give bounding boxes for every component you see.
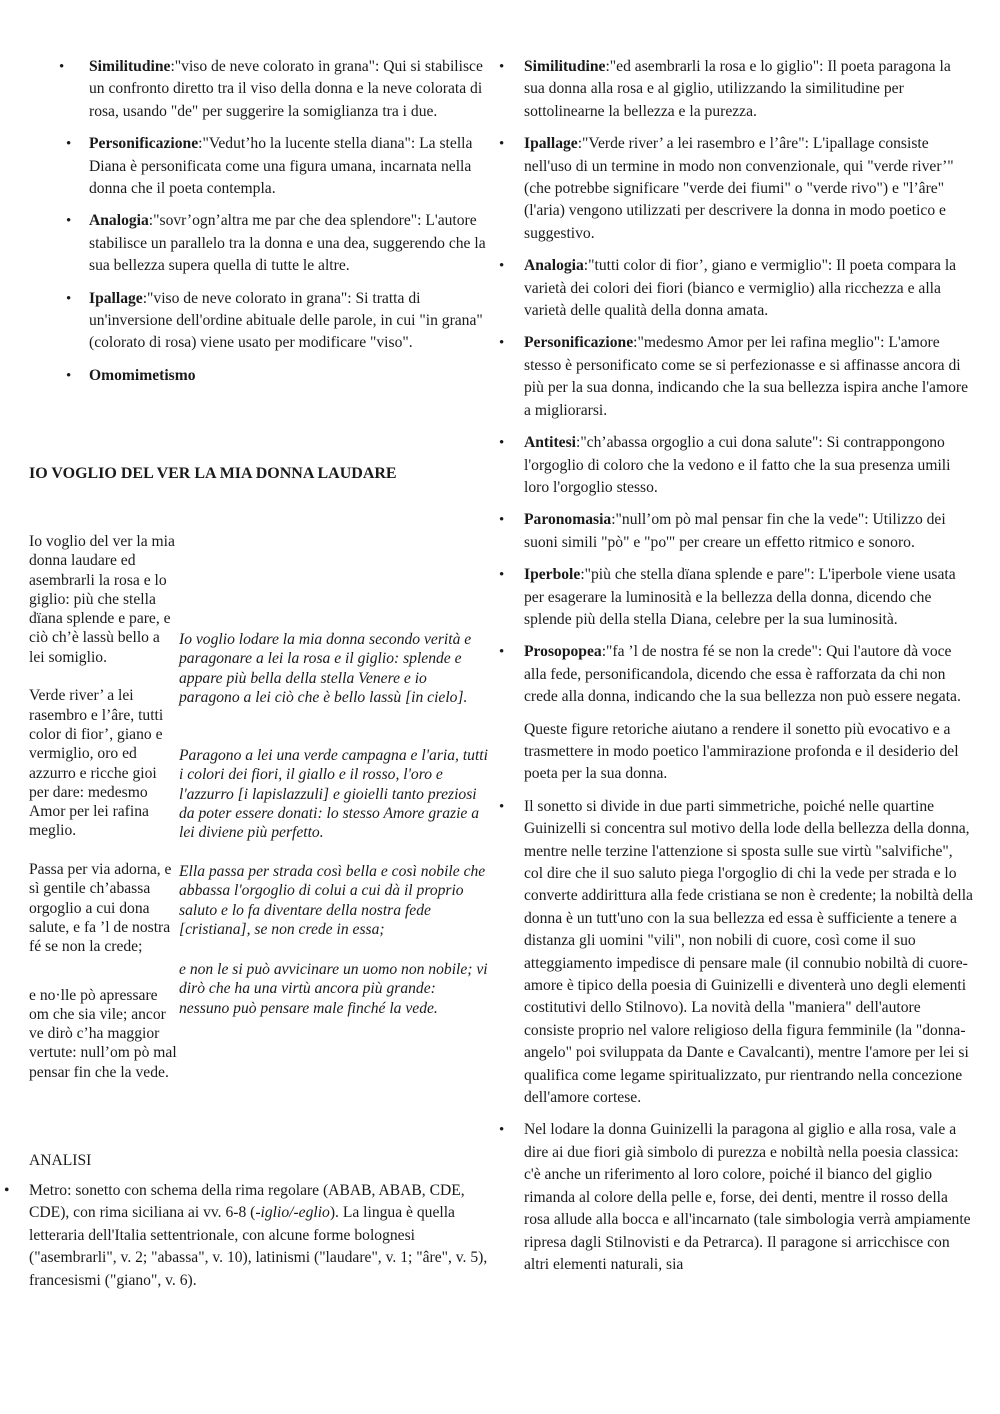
figure-term: Similitudine (524, 58, 606, 75)
bullet-icon: • (499, 435, 505, 452)
figure-term: Antitesi (524, 434, 576, 452)
left-column (29, 56, 499, 397)
poem-stanza: e no·lle pò apressare om che sia vile; ancor ve dirò c’ha maggior vertute: null’om pò mal pensar fin che la vede. (29, 986, 177, 1081)
figure-text: :"più che stella dïana splende e pare": L'iperbole viene usata per esagerare la luminosità e la bellezza della donna, dicendo che splende più della stella Diana, celebre per la sua luminosità. (524, 566, 956, 628)
bullet-icon: • (4, 1182, 10, 1199)
figure-text: :"viso de neve colorato in grana": Qui si stabilisce un confronto diretto tra il viso della donna e la neve colorata di rosa, usando "de" per suggerire la somiglianza tra i due. (89, 58, 483, 120)
bullet-icon: • (66, 213, 72, 230)
figure-text: :"sovr’ogn’altra me par che dea splendore": L'autore stabilisce un parallelo tra la donna e una dea, suggerendo che la sua bellezza supera quella di tutte le altre. (89, 212, 486, 275)
list-item (499, 56, 973, 123)
list-item (499, 564, 973, 631)
list-item (499, 641, 973, 708)
bullet-icon: • (499, 567, 505, 584)
bullet-icon: • (499, 335, 505, 352)
metro-text-after: ). La lingua è quella letteraria dell'Italia settentrionale, con alcune forme bolognesi ("asembrarli", v. 2; "abassa", v. 10), latinismi ("laudare", v. 1; "âre", v. 5), francesismi ("giano", v. 6). (29, 1204, 488, 1289)
list-item (29, 133, 499, 200)
figure-term: Personificazione (89, 135, 199, 153)
poem-stanza: Passa per via adorna, e sì gentile ch’abassa orgoglio a cui dona salute, e fa ’l de nostra fé se non la crede; (29, 861, 172, 956)
paraphrase-stanza: Paragono a lei una verde campagna e l'aria, tutti i colori dei fiori, il giallo e il rosso, l'oro e l'azzurro [i lapislazzuli] e gioielli tanto preziosi da poter essere donati: lo stesso Amore grazie a lei diviene più perfetto. (179, 747, 488, 842)
figure-term: Analogia (89, 212, 149, 230)
bullet-icon: • (499, 798, 505, 815)
figure-term: Omomimetismo (89, 366, 196, 384)
figure-text: :"ed asembrarli la rosa e lo giglio": Il poeta paragona la sua donna alla rosa e al giglio, utilizzando la similitudine per sottolinearne la bellezza e la purezza. (524, 58, 951, 120)
figure-text: :"medesmo Amor per lei rafina meglio": L'amore stesso è personificato come se si perfezionasse e si affinasse ancora di più per la sua donna, indicando che la sua bellezza ispira anche l'amore a migliorarsi. (524, 334, 969, 419)
bullet-icon: • (59, 59, 65, 75)
poem-stanza: Io voglio del ver la mia donna laudare ed asembrarli la rosa e lo giglio: più che stella dïana splende e pare, e ciò ch’è lassù bello a lei somiglio. (29, 533, 175, 666)
bullet-icon: • (66, 136, 72, 153)
list-item (29, 288, 499, 355)
bullet-icon: • (499, 1122, 505, 1139)
list-item (499, 509, 973, 554)
right-column (499, 56, 973, 1286)
figure-text: :"Vedut’ho la lucente stella diana": La stella Diana è personificata come una figura umana, incarnata nella donna che il poeta contempla. (89, 135, 473, 198)
list-item (499, 432, 973, 499)
figure-text: :"Verde river’ a lei rasembro e l’âre": L'ipallage consiste nell'uso di un termine in modo non convenzionale, qui "verde river’" (che potrebbe significare "verde dei fiumi" o "verde rivo") e "l’âre" (l'aria) vengono utilizzati per descrivere la donna in modo poetico e suggestivo. (524, 135, 954, 242)
paraphrase-stanza: e non le si può avvicinare un uomo non nobile; vi dirò che ha una virtù ancora più grande: nessuno può pensare male finché la vede. (179, 961, 488, 1017)
figure-term: Analogia (524, 257, 584, 275)
list-item (499, 332, 973, 422)
bullet-icon: • (66, 367, 72, 384)
poem-title: IO VOGLIO DEL VER LA MIA DONNA LAUDARE (29, 465, 397, 482)
figure-text: :"viso de neve colorato in grana": Si tratta di un'inversione dell'ordine abituale delle parole, in cui "in grana" (colorato di rosa) viene usato per modificare "viso". (89, 289, 483, 352)
bullet-icon: • (66, 290, 72, 307)
list-item (29, 365, 499, 387)
bullet-icon: • (499, 644, 505, 661)
list-item (29, 56, 499, 123)
figure-term: Ipallage (89, 289, 143, 307)
list-item (499, 255, 973, 322)
analisi-heading: ANALISI (29, 1152, 92, 1169)
analysis-paragraph: Il sonetto si divide in due parti simmetriche, poiché nelle quartine Guinizelli si concentra sul motivo della lode della bellezza della donna, mentre nelle terzine l'attenzione si sposta sulle sue virtù "salvifiche", col dire che il suo saluto piega l'orgoglio di chi la vede per strada e lo converte addirittura alla fede cristiana se non è credente; la nobiltà della donna è un tutt'uno con la sua bellezza ed essa è sufficiente a tenere a distanza gli uomini "vili", non nobili di cuore, così come il suo atteggiamento impedisce di pensare male (il connubio nobiltà di cuore-amore è tipico della poesia di Guinizelli e diventerà uno degli elementi costitutivi dello Stilnovo). La novità della "maniera" dell'autore consiste proprio nel valore religioso della figura femminile (la "donna-angelo" poi sviluppata da Dante e Cavalcanti), mentre l'amore per lei si qualifica come legame spiritualizzato, pur rientrando nella concezione dell'amore cortese. (524, 797, 973, 1107)
paraphrase-stanza: Io voglio lodare la mia donna secondo verità e paragonare a lei la rosa e il giglio: splende e appare più bella della stella Venere e io paragono a lei ciò che è bello lassù [in cielo]. (179, 631, 472, 706)
list-item (499, 1119, 973, 1276)
metro-rhyme: -iglio/-eglio (255, 1204, 330, 1222)
figure-term: Prosopopea (524, 643, 602, 661)
figure-term: Paronomasia (524, 511, 612, 529)
figure-term: Personificazione (524, 334, 634, 352)
figure-text: :"ch’abassa orgoglio a cui dona salute": Si contrappongono l'orgoglio di coloro che la vedono e il fatto che la sua presenza umili loro l'orgoglio stesso. (524, 434, 951, 496)
figure-text: :"tutti color di fior’, giano e vermiglio": Il poeta compara la varietà dei colori dei fiori (bianco e vermiglio) alla ricchezza e alla varietà delle qualità della donna amata. (524, 257, 957, 320)
figure-term: Similitudine (89, 58, 171, 75)
figure-term: Iperbole (524, 566, 581, 584)
figure-text: :"null’om pò mal pensar fin che la vede": Utilizzo dei suoni simili "pò" e "po'" per creare un effetto ritmico e sonoro. (524, 511, 946, 551)
list-item (499, 133, 973, 245)
analysis-paragraph: Nel lodare la donna Guinizelli la paragona al giglio e alla rosa, vale a dire ai due fiori già simbolo di purezza e nobiltà nella poesia classica: c'è anche un riferimento al loro colore, poiché il bianco del giglio rimanda al colore della pelle e, forse, dei denti, mentre il rosso della rosa allude alla bocca e all'incarnato (tale simbologia verrà ampiamente ripresa dagli Stilnovisti e da Petrarca). Il paragone si arricchisce con altri elementi naturali, sia (524, 1121, 971, 1273)
list-item (499, 796, 973, 1110)
metro-paragraph (4, 1180, 499, 1292)
bullet-icon: • (499, 59, 505, 75)
bullet-icon: • (499, 136, 505, 153)
poem-stanza: Verde river’ a lei rasembro e l’âre, tutti color di fior’, giano e vermiglio, oro ed azzurro e ricche gioi per dare: medesmo Amor per lei rafina meglio. (29, 687, 164, 840)
right-paragraphs-list (499, 796, 973, 1277)
right-figures-list (499, 56, 973, 709)
figure-text: :"fa ’l de nostra fé se non la crede": Qui l'autore dà voce alla fede, personificandola, dicendo che essa è rafforzata da chi non crede alla donna, indicando che la sua bellezza non può essere negata. (524, 643, 961, 706)
bullet-icon: • (499, 512, 505, 529)
bullet-icon: • (499, 258, 505, 275)
poem-original (29, 532, 179, 1101)
paraphrase-stanza: Ella passa per strada così bella e così nobile che abbassa l'orgoglio di colui a cui dà il proprio saluto e lo fa diventare della nostra fede [cristiana], se non crede in essa; (179, 863, 486, 938)
list-item (29, 210, 499, 277)
metro-text-before: Metro: sonetto con schema della rima regolare (ABAB, ABAB, CDE, CDE), con rima siciliana ai vv. 6-8 ( (29, 1182, 465, 1222)
figure-term: Ipallage (524, 135, 578, 153)
summary-paragraph: Queste figure retoriche aiutano a rendere il sonetto più evocativo e a trasmettere in modo poetico l'ammirazione profonda e il desiderio del poeta per la sua donna. (524, 720, 959, 783)
left-figures-list (29, 56, 499, 387)
